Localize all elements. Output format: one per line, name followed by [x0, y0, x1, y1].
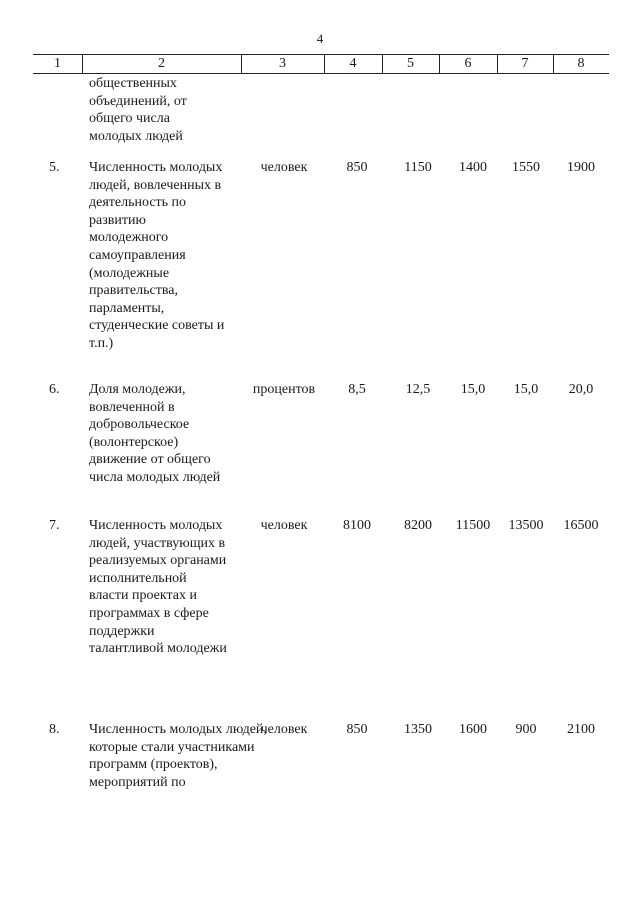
row-value: 13500	[508, 518, 544, 533]
row-indicator-text: Доля молодежи, вовлеченной в добровольческое (волонтерское) движение от общего числа молодых людей	[89, 382, 221, 485]
header-cell-6: 6	[464, 56, 472, 71]
header-cell-8: 8	[577, 56, 585, 71]
row-value: 1600	[459, 722, 487, 737]
row-value: 8,5	[348, 382, 366, 397]
row-value: 850	[346, 160, 368, 175]
row-value: 1900	[567, 160, 595, 175]
header-cell-3: 3	[279, 56, 286, 71]
header-cell-7: 7	[521, 56, 529, 71]
row-value: 8200	[404, 518, 432, 533]
row-value: 2100	[567, 722, 595, 737]
row-number: 5.	[49, 160, 60, 175]
row-indicator-text: Численность молодых людей, участвующих в реализуемых органами исполнительной власти проектах и программах в сфере поддержки талантливой молодежи	[89, 518, 227, 657]
row-value: 900	[515, 722, 537, 737]
row-value: 11500	[455, 518, 491, 533]
row-value: 8100	[343, 518, 371, 533]
table-header-row	[33, 54, 609, 74]
row-number: 6.	[49, 382, 60, 397]
row-unit: процентов	[252, 382, 316, 397]
row-value: 15,0	[513, 382, 539, 397]
header-cell-1: 1	[54, 56, 61, 71]
continuation-text: общественных объединений, от общего числа молодых людей	[89, 76, 187, 144]
row-value: 16500	[563, 518, 599, 533]
row-value: 1400	[459, 160, 487, 175]
row-value: 20,0	[568, 382, 594, 397]
row-value: 850	[346, 722, 368, 737]
row-number: 7.	[49, 518, 60, 533]
page-number: 4	[316, 31, 324, 46]
row-unit: человек	[260, 160, 308, 175]
row-value: 1350	[404, 722, 432, 737]
row-unit: человек	[260, 722, 308, 737]
header-cell-5: 5	[407, 56, 414, 71]
header-cell-4: 4	[349, 56, 357, 71]
header-cell-2: 2	[158, 56, 165, 71]
row-value: 15,0	[460, 382, 486, 397]
row-value: 1150	[404, 160, 432, 175]
row-number: 8.	[49, 722, 60, 737]
row-indicator-text: Численность молодых людей, которые стали участниками программ (проектов), мероприятий по	[89, 722, 267, 790]
row-value: 12,5	[405, 382, 431, 397]
row-unit: человек	[260, 518, 308, 533]
row-value: 1550	[512, 160, 540, 175]
row-indicator-text: Численность молодых людей, вовлеченных в деятельность по развитию молодежного самоуправления (молодежные правительства, парламенты, студенческие советы и т.п.)	[89, 160, 225, 351]
